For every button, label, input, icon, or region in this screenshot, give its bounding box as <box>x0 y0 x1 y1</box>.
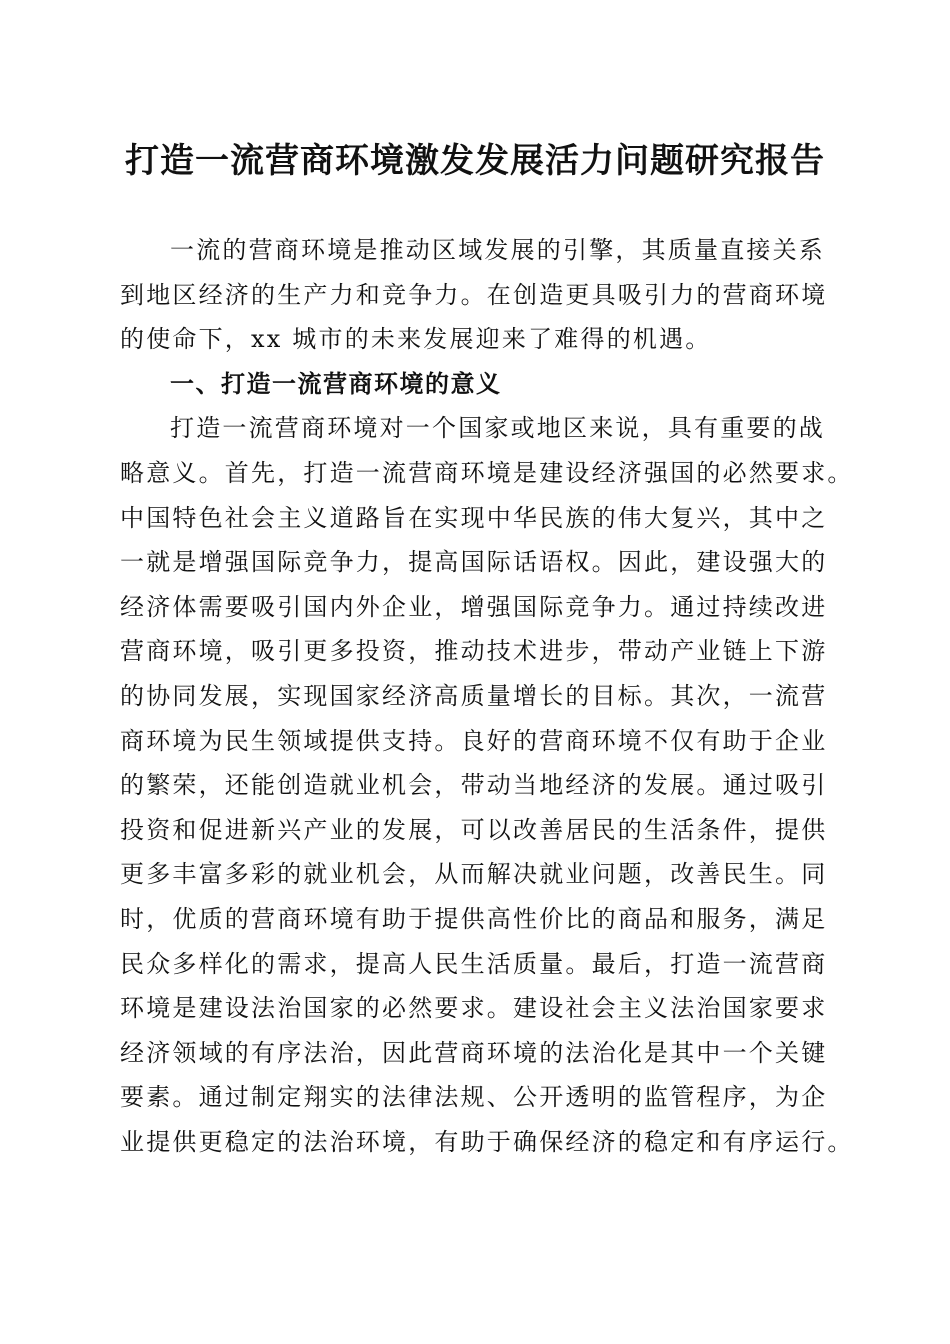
section-paragraph-line: 业提供更稳定的法治环境，有助于确保经济的稳定和有序运行。 <box>120 1127 854 1156</box>
section-paragraph-line: 要素。通过制定翔实的法律法规、公开透明的监管程序，为企 <box>120 1083 828 1112</box>
section-heading: 一、打造一流营商环境的意义 <box>170 369 502 398</box>
section-paragraph-line: 的繁荣，还能创造就业机会，带动当地经济的发展。通过吸引 <box>120 771 828 800</box>
section-paragraph-line: 一就是增强国际竞争力，提高国际话语权。因此，建设强大的 <box>120 548 828 577</box>
intro-paragraph-line: 的使命下，xx 城市的未来发展迎来了难得的机遇。 <box>120 325 712 354</box>
document-body <box>120 228 854 1164</box>
document-title: 打造一流营商环境激发发展活力问题研究报告 <box>125 141 825 181</box>
intro-paragraph-line: 一流的营商环境是推动区域发展的引擎，其质量直接关系 <box>170 236 825 264</box>
section-paragraph-line: 经济领域的有序法治，因此营商环境的法治化是其中一个关键 <box>120 1038 828 1067</box>
section-paragraph-line: 中国特色社会主义道路旨在实现中华民族的伟大复兴，其中之 <box>120 503 828 532</box>
section-paragraph-line: 略意义。首先，打造一流营商环境是建设经济强国的必然要求。 <box>120 458 854 487</box>
section-paragraph-line: 打造一流营商环境对一个国家或地区来说，具有重要的战 <box>170 414 825 443</box>
section-paragraph-line: 的协同发展，实现国家经济高质量增长的目标。其次，一流营 <box>120 681 828 710</box>
section-paragraph-line: 商环境为民生领域提供支持。良好的营商环境不仅有助于企业 <box>120 726 828 755</box>
section-paragraph-line: 经济体需要吸引国内外企业，增强国际竞争力。通过持续改进 <box>120 592 828 621</box>
section-paragraph-line: 更多丰富多彩的就业机会，从而解决就业问题，改善民生。同 <box>120 860 828 889</box>
section-paragraph-line: 投资和促进新兴产业的发展，可以改善居民的生活条件，提供 <box>120 815 828 844</box>
section-paragraph-line: 环境是建设法治国家的必然要求。建设社会主义法治国家要求 <box>120 994 828 1023</box>
section-paragraph-line: 时，优质的营商环境有助于提供高性价比的商品和服务，满足 <box>120 904 828 933</box>
section-paragraph-line: 营商环境，吸引更多投资，推动技术进步，带动产业链上下游 <box>120 637 828 666</box>
intro-paragraph-line: 到地区经济的生产力和竞争力。在创造更具吸引力的营商环境 <box>120 280 828 309</box>
section-paragraph-line: 民众多样化的需求，提高人民生活质量。最后，打造一流营商 <box>120 949 828 978</box>
